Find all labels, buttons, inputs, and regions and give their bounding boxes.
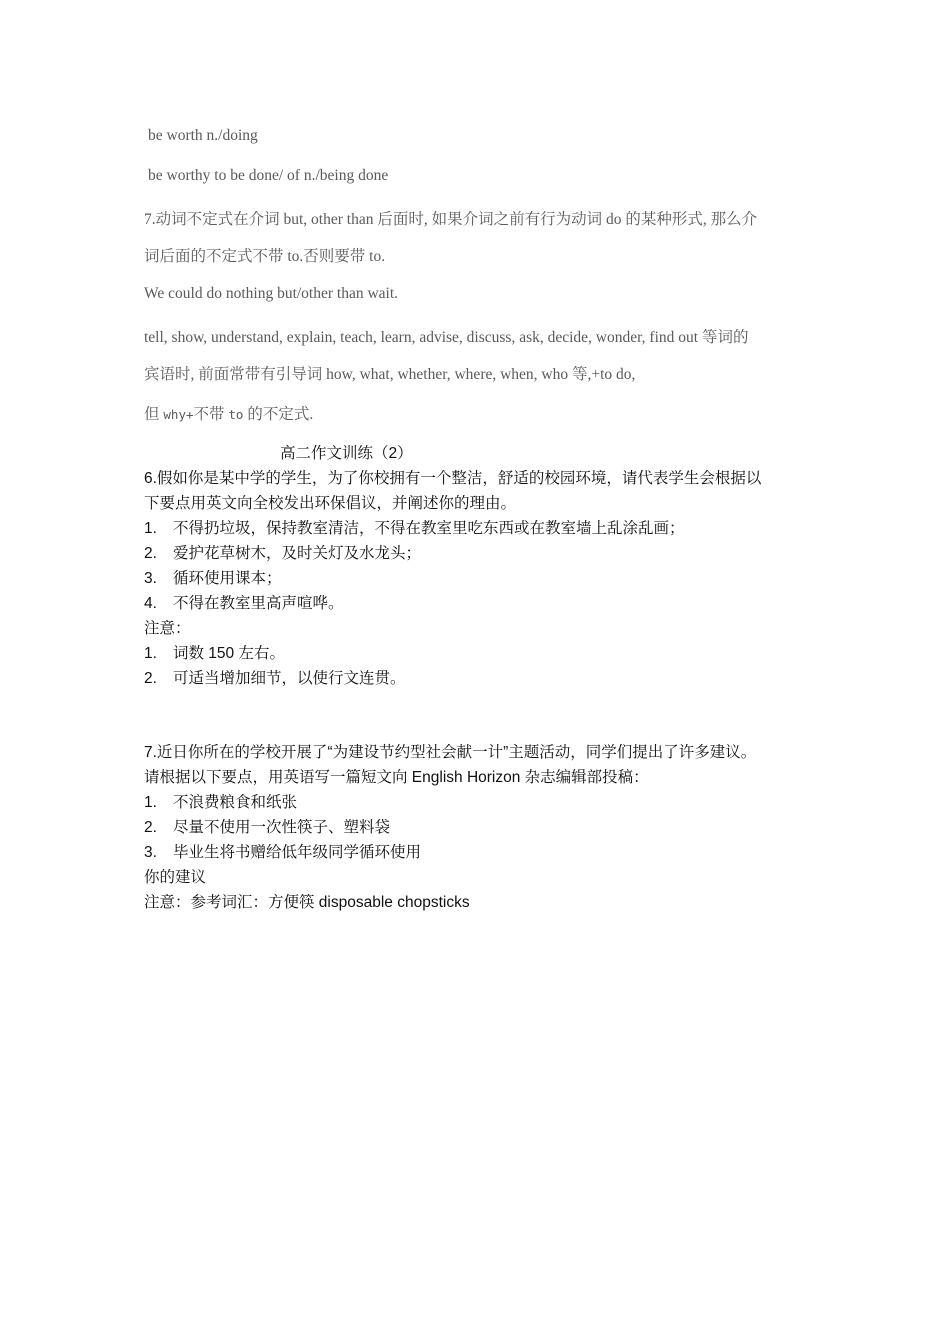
text-fragment: 的不定式. bbox=[243, 406, 314, 423]
list-item bbox=[144, 790, 297, 812]
list-text: 尽量不使用一次性筷子、塑料袋 bbox=[173, 819, 391, 836]
list-item bbox=[144, 541, 421, 563]
vocabulary-note: 注意：参考词汇：方便筷 disposable chopsticks bbox=[144, 894, 470, 911]
list-number: 2. bbox=[144, 670, 157, 687]
list-item bbox=[144, 815, 390, 837]
list-item bbox=[144, 516, 685, 538]
list-text: 不得扔垃圾，保持教室清洁，不得在教室里吃东西或在教室墙上乱涂乱画； bbox=[173, 520, 685, 537]
text-fragment: to bbox=[228, 407, 244, 422]
text-line: be worthy to be done/ of n./being done bbox=[148, 167, 389, 184]
list-number: 2. bbox=[144, 819, 157, 836]
list-text: 毕业生将书赠给低年级同学循环使用 bbox=[173, 844, 422, 861]
list-number: 3. bbox=[144, 844, 157, 861]
list-number: 4. bbox=[144, 595, 157, 612]
list-text: 可适当增加细节，以使行文连贯。 bbox=[173, 670, 406, 687]
section-title: 高二作文训练（2） bbox=[280, 445, 413, 462]
note-label: 注意： bbox=[144, 620, 191, 637]
text-line: 7.动词不定式在介词 but, other than 后面时, 如果介词之前有行为动词 do 的某种形式, 那么介 bbox=[144, 211, 758, 228]
list-item bbox=[144, 566, 282, 588]
text-line: tell, show, understand, explain, teach, learn, advise, discuss, ask, decide, wonder, find out 等词的 bbox=[144, 329, 749, 346]
list-item bbox=[144, 840, 421, 862]
question-7-intro: 7.近日你所在的学校开展了“为建设节约型社会献一计”主题活动，同学们提出了许多建议。 bbox=[144, 744, 757, 761]
question-6-intro: 下要点用英文向全校发出环保倡议，并阐述你的理由。 bbox=[144, 495, 517, 512]
text-line: 宾语时, 前面常带有引导词 how, what, whether, where, when, who 等,+to do, bbox=[144, 366, 636, 383]
suggestion-label: 你的建议 bbox=[144, 869, 207, 886]
list-number: 2. bbox=[144, 545, 157, 562]
text-line bbox=[144, 402, 313, 424]
list-item bbox=[144, 591, 344, 613]
text-fragment: why+ bbox=[163, 407, 194, 422]
text-line: be worth n./doing bbox=[148, 127, 258, 144]
list-text: 爱护花草树木，及时关灯及水龙头； bbox=[173, 545, 422, 562]
example-sentence: We could do nothing but/other than wait. bbox=[144, 285, 399, 302]
list-number: 1. bbox=[144, 520, 157, 537]
list-text: 不得在教室里高声喧哗。 bbox=[173, 595, 344, 612]
text-fragment: 不带 bbox=[193, 406, 229, 423]
list-number: 1. bbox=[144, 794, 157, 811]
list-number: 1. bbox=[144, 645, 157, 662]
list-text: 词数 150 左右。 bbox=[173, 645, 285, 662]
question-7-intro: 请根据以下要点，用英语写一篇短文向 English Horizon 杂志编辑部投稿： bbox=[144, 769, 649, 786]
text-line: 词后面的不定式不带 to.否则要带 to. bbox=[144, 248, 386, 265]
list-item bbox=[144, 666, 406, 688]
list-item bbox=[144, 641, 285, 663]
list-number: 3. bbox=[144, 570, 157, 587]
text-fragment: 但 bbox=[144, 406, 164, 423]
list-text: 不浪费粮食和纸张 bbox=[173, 794, 298, 811]
question-6-intro: 6.假如你是某中学的学生，为了你校拥有一个整洁，舒适的校园环境，请代表学生会根据以 bbox=[144, 470, 762, 487]
list-text: 循环使用课本； bbox=[173, 570, 282, 587]
